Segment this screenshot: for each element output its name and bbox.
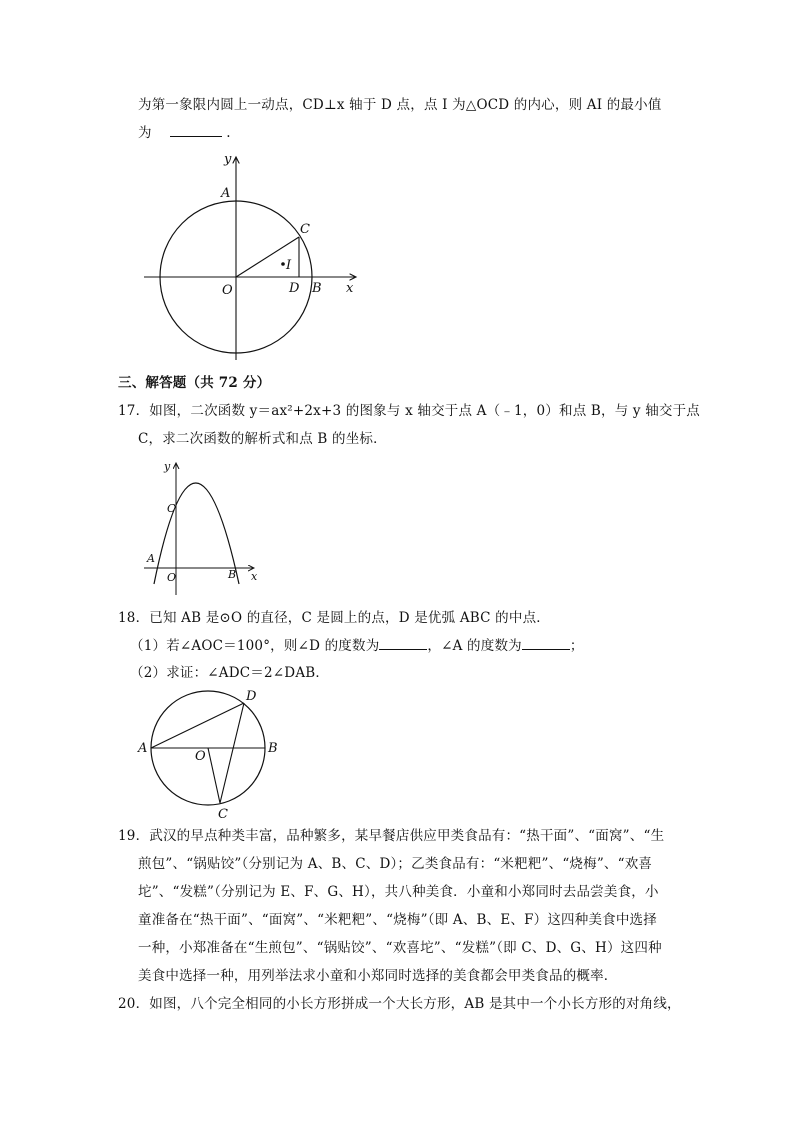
q16-label-y: y (224, 152, 232, 167)
q16-label-c: C (300, 222, 310, 237)
q18-segment-dc (220, 703, 244, 803)
q16-label-d: D (289, 281, 300, 296)
q18-label-o: O (195, 749, 206, 764)
q17-label-o: O (167, 571, 177, 584)
q16-line2-suffix: . (226, 125, 231, 141)
q17-text-line1: 17．如图，二次函数 y＝ax²+2x+3 的图象与 x 轴交于点 A（﹣1，0）和点 B，与 y 轴交于点 (118, 403, 701, 419)
q16-label-i: I (286, 258, 292, 273)
q18-label-c: C (218, 807, 228, 822)
q17-label-y: y (164, 460, 171, 473)
q16-label-o: O (222, 283, 233, 298)
q19-text-line4: 童准备在“热干面”、“面窝”、“米粑粑”、“烧梅”（即 A、B、E、F）这四种美食中选择 (138, 912, 657, 928)
q18-part1-b: ，∠A 的度数为 (427, 638, 522, 654)
q18-segment-oc (208, 748, 220, 803)
q19-text-line2: 煎包”、“锅贴饺”（分别记为 A、B、C、D）；乙类食品有：“米粑粑”、“烧梅”、“欢喜 (138, 856, 653, 872)
q19-text-line5: 一种，小郑准备在“生煎包”、“锅贴饺”、“欢喜坨”、“发糕”（即 C、D、G、H）这四种 (138, 940, 662, 956)
q20-text-line1: 20．如图，八个完全相同的小长方形拼成一个大长方形，AB 是其中一个小长方形的对角线， (118, 996, 681, 1012)
q16-label-b: B (312, 281, 322, 296)
q18-label-d: D (246, 689, 257, 704)
q16-text-line1: 为第一象限内圆上一动点，CD⊥x 轴于 D 点，点 I 为△OCD 的内心，则 AI 的最小值 (138, 97, 662, 113)
q16-label-x: x (346, 281, 354, 296)
q17-label-c: C (167, 502, 176, 515)
q18-label-a: A (138, 741, 148, 756)
q18-part1-c: ； (569, 638, 584, 654)
q17-label-x: x (251, 570, 258, 583)
q18-part1-a: （1）若∠AOC＝100°，则∠D 的度数为 (130, 638, 380, 654)
section-3-heading: 三、解答题（共 72 分） (118, 375, 271, 391)
q19-text-line3: 坨”、“发糕”（分别记为 E、F、G、H），共八种美食．小童和小郑同时去品尝美食，小 (138, 884, 659, 900)
q18-text-line1: 18．已知 AB 是⊙O 的直径，C 是圆上的点，D 是优弧 ABC 的中点． (118, 610, 550, 626)
q19-text-line1: 19．武汉的早点种类丰富，品种繁多，某早餐店供应甲类食品有：“热干面”、“面窝”、“生 (118, 828, 665, 844)
q16-label-a: A (221, 186, 231, 201)
q18-label-b: B (268, 741, 278, 756)
q17-label-a: A (147, 552, 155, 565)
q19-text-line6: 美食中选择一种，用列举法求小童和小郑同时选择的美食都会甲类食品的概率． (138, 968, 618, 984)
q16-line2-prefix: 为 (138, 125, 152, 141)
q17-text-line2: C，求二次函数的解析式和点 B 的坐标． (138, 431, 387, 447)
q17-label-b: B (228, 568, 237, 581)
q18-part2: （2）求证：∠ADC＝2∠DAB． (130, 665, 330, 681)
